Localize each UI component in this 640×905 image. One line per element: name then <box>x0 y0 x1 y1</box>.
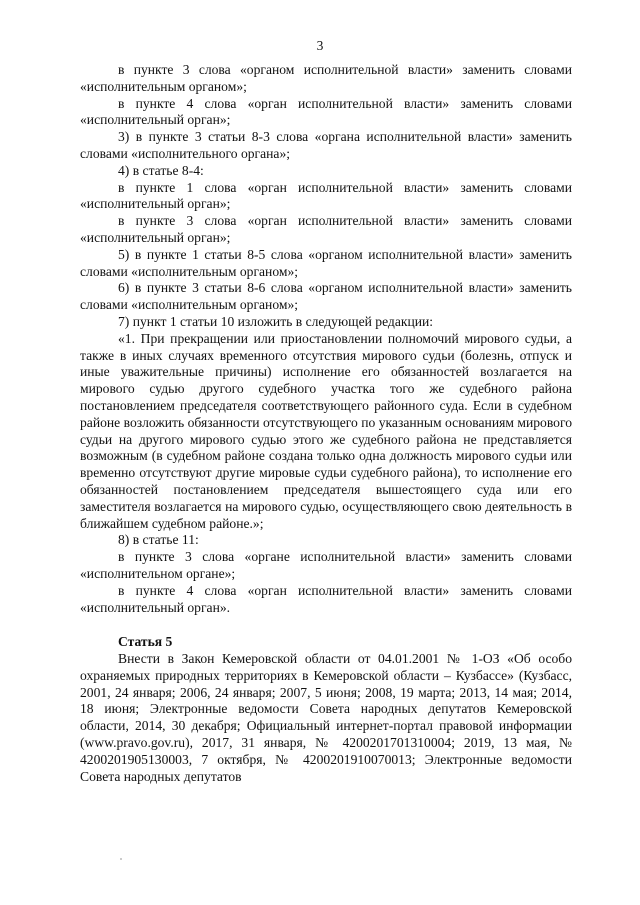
article-paragraph: Внести в Закон Кемеровской области от 04.01.2001 № 1-ОЗ «Об особо охраняемых природных территориях в Кемеровской области – Кузбассе» (Кузбасс, 2001, 24 января; 2006, 24 января; 2007, 5 июня; 2008, 19 марта; 2013, 14 мая; 2014, 18 июня; Электронные ведомости Совета народных депутатов Кемеровской области, 2014, 30 декабря; Официальный интернет-портал правовой информации (www.pravo.gov.ru), 2017, 31 января, № 4200201701310004; 2019, 13 мая, № 4200201905130003, 7 октября, № 4200201910070013; Электронные ведомости Совета народных депутатов <box>80 651 572 784</box>
paragraph: в пункте 4 слова «орган исполнительной власти» заменить словами «исполнительный орган»; <box>80 95 572 128</box>
document-body <box>80 62 572 785</box>
paragraph: в пункте 1 слова «орган исполнительной власти» заменить словами «исполнительный орган»; <box>80 179 572 212</box>
scan-speck <box>120 858 122 860</box>
page-number: 3 <box>316 38 324 53</box>
paragraph: в пункте 3 слова «органе исполнительной власти» заменить словами «исполнительном органе»; <box>80 549 572 581</box>
paragraph: в пункте 4 слова «орган исполнительной власти» заменить словами «исполнительный орган». <box>80 582 572 615</box>
paragraph: 7) пункт 1 статьи 10 изложить в следующей редакции: <box>118 313 434 329</box>
paragraph: 8) в статье 11: <box>118 532 199 548</box>
paragraph: 4) в статье 8-4: <box>118 162 204 178</box>
paragraph: 5) в пункте 1 статьи 8-5 слова «органом исполнительной власти» заменить словами «исполнительным органом»; <box>80 246 572 279</box>
article-heading: Статья 5 <box>118 634 173 650</box>
paragraph: в пункте 3 слова «орган исполнительной власти» заменить словами «исполнительный орган»; <box>80 213 572 245</box>
paragraph: 3) в пункте 3 статьи 8-3 слова «органа исполнительной власти» заменить словами «исполнительного органа»; <box>80 129 572 161</box>
quoted-paragraph: «1. При прекращении или приостановлении полномочий мирового судьи, а также в иных случаях временного отсутствия мирового судьи (болезнь, отпуск и иные уважительные причины) исполнение его обязанностей возлагается на мирового судью другого судебного участка того же судебного района постановлением председателя соответствующего районного суда. Если в судебном районе возложить обязанности отсутствующего по указанным основаниям мирового судьи на другого мирового судью этого же судебного района не представляется возможным (в судебном районе создана только одна должность мирового судьи или временно отсутствуют другие мировые судьи судебного района), то исполнение его обязанностей постановлением председателя вышестоящего суда или его заместителя возлагается на мирового судью, осуществляющего свою деятельность в ближайшем судебном районе.»; <box>80 330 572 531</box>
paragraph: 6) в пункте 3 статьи 8-6 слова «органом исполнительной власти» заменить словами «исполнительным органом»; <box>80 280 572 313</box>
paragraph: в пункте 3 слова «органом исполнительной власти» заменить словами «исполнительным органом»; <box>80 62 572 94</box>
